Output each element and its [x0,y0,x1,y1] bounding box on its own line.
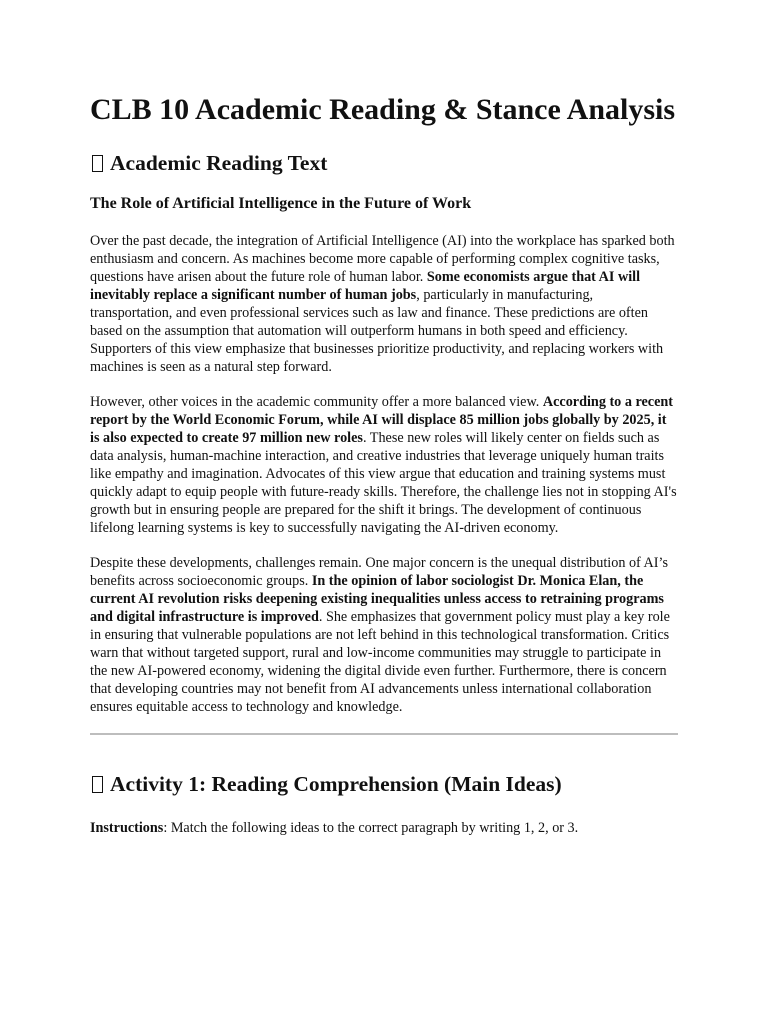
paragraph-3-bold-claim: In the opinion of labor sociologist Dr. Monica Elan, the current AI revolution risks deepening existing inequalities unless access to retraining programs and digital infrastructure is improved [90,573,664,625]
section-heading-label: Academic Reading Text [110,151,328,175]
instructions-label: Instructions [90,820,164,836]
section-heading-label: Activity 1: Reading Comprehension (Main Ideas) [110,772,562,796]
paragraph-3-text-a: Despite these developments, challenges remain. One major concern is the unequal distribution of AI’s benefits across socioeconomic groups. [90,555,668,589]
activity-section [90,771,678,837]
section-heading-reading-text [90,150,678,176]
paragraph-2-text-a: However, other voices in the academic community offer a more balanced view. [90,394,543,410]
instructions [90,819,678,837]
paragraph-2 [90,393,678,537]
article-title: The Role of Artificial Intelligence in the Future of Work [90,195,472,212]
section-heading-activity-1 [90,771,678,797]
paragraph-1 [90,232,678,376]
section-divider [90,733,678,735]
paragraph-3-text-c: . She emphasizes that government policy must play a key role in ensuring that vulnerable populations are not left behind in this technological transformation. Critics warn that without targeted support, rural and low-income communities may struggle to participate in the new AI-powered economy, widening the digital divide even further. Furthermore, there is concern that developing countries may not benefit from AI advancements unless international collaboration ensures equitable access to technology and knowledge. [90,609,670,715]
paragraph-3 [90,554,678,716]
missing-glyph-icon [92,155,103,172]
missing-glyph-icon [92,776,103,793]
paragraph-1-bold-claim: Some economists argue that AI will inevitably replace a significant number of human jobs [90,269,641,303]
paragraph-2-text-c: . These new roles will likely center on fields such as data analysis, human-machine interaction, and creative industries that leverage uniquely human traits like empathy and imagination. Advocates of this view argue that education and training systems must quickly adapt to equip people with future-ready skills. Therefore, the challenge lies not in stopping AI's growth but in ensuring people are prepared for the shift it brings. The development of continuous lifelong learning systems is key to successfully navigating the AI-driven economy. [90,430,677,536]
paragraph-2-bold-claim: According to a recent report by the World Economic Forum, while AI will displace 85 million jobs globally by 2025, it is also expected to create 97 million new roles [90,394,674,446]
instructions-text: : Match the following ideas to the correct paragraph by writing 1, 2, or 3. [163,820,579,836]
paragraph-1-text-c: , particularly in manufacturing, transportation, and even professional services such as law and finance. These predictions are often based on the assumption that automation will outperform humans in both speed and efficiency. Supporters of this view emphasize that businesses prioritize productivity, and replacing workers with machines is seen as a natural step forward. [90,287,664,375]
paragraph-1-text-a: Over the past decade, the integration of Artificial Intelligence (AI) into the workplace has sparked both enthusiasm and concern. As machines become more capable of performing complex cognitive tasks, questions have arisen about the future role of human labor. [90,233,675,285]
page-title: CLB 10 Academic Reading & Stance Analysis [90,93,676,126]
